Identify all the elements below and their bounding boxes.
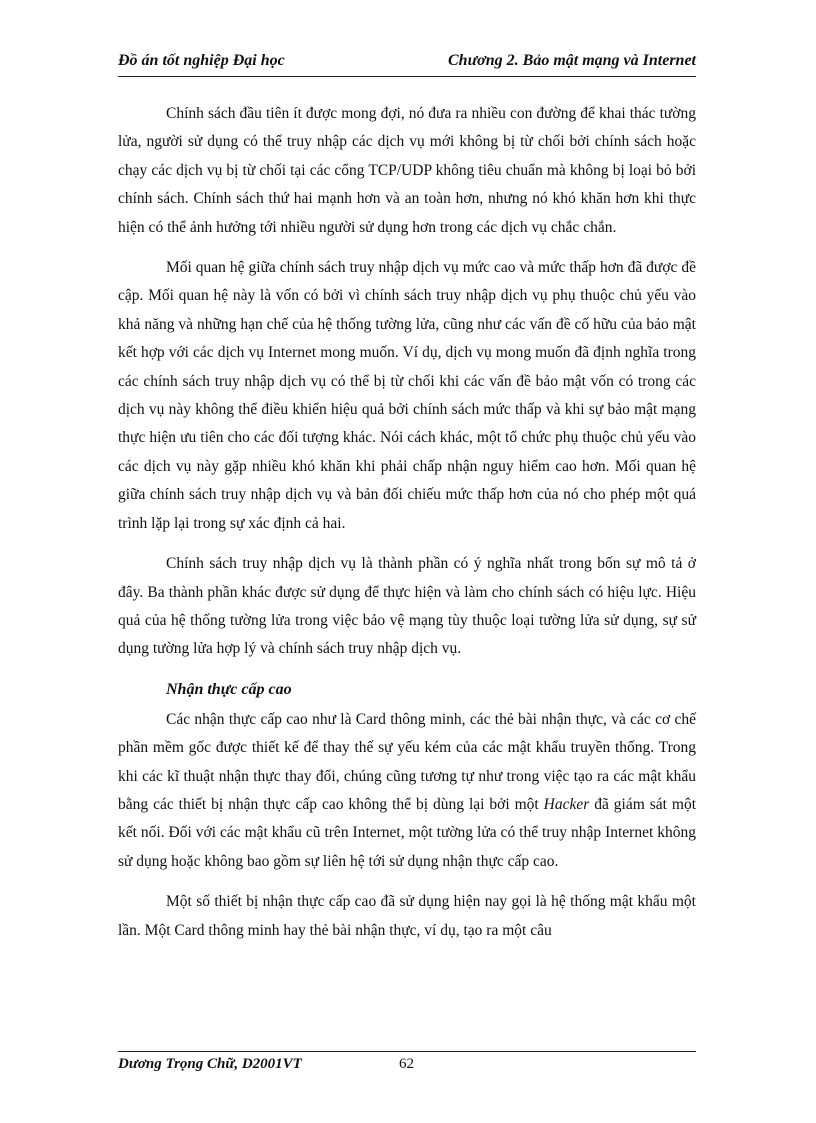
body-paragraph-2: Mối quan hệ giữa chính sách truy nhập dịch vụ mức cao và mức thấp hơn đã được đề cập. Mối quan hệ này là vốn có bởi vì chính sách truy nhập dịch vụ phụ thuộc chủ yếu vào khả năng và những hạn chế của hệ thống tường lửa, cũng như các vấn đề cố hữu của bảo mật kết hợp với các dịch vụ Internet mong muốn. Ví dụ, dịch vụ mong muốn đã định nghĩa trong các chính sách truy nhập dịch vụ có thể bị từ chối khi các vấn đề bảo mật vốn có trong các dịch vụ này không thể điều khiển hiệu quả bởi chính sách mức thấp và khi sự bảo mật mạng thực hiện ưu tiên cho các đối tượng khác. Nói cách khác, một tổ chức phụ thuộc chủ yếu vào các dịch vụ này gặp nhiều khó khăn khi phải chấp nhận nguy hiểm cao hơn. Mối quan hệ giữa chính sách truy nhập dịch vụ và bản đối chiếu mức thấp hơn của nó cho phép một quá trình lặp lại trong sự xác định cả hai. [118,259,696,532]
body-paragraph-1: Chính sách đầu tiên ít được mong đợi, nó đưa ra nhiều con đường để khai thác tường lửa, người sử dụng có thể truy nhập các dịch vụ mới không bị từ chối bởi chính sách hoặc chạy các dịch vụ bị từ chối tại các cổng TCP/UDP không tiêu chuẩn mà không bị loại bỏ bởi chính sách. Chính sách thứ hai mạnh hơn và an toàn hơn, nhưng nó khó khăn hơn khi thực hiện có thể ảnh hưởng tới nhiều người sử dụng hơn trong các dịch vụ chắc chắn. [118,105,696,236]
hacker-term: Hacker [543,795,590,813]
page-number: 62 [399,1056,414,1072]
section-paragraph-1-start: Các nhận thực cấp cao như là Card thông minh, các thẻ bài nhận thực, và các cơ chế phần mềm gốc được thiết kế để thay thế sự yếu kém của các mật khẩu truyền thống. Trong khi các kĩ thuật nhận thực thay đổi, chúng cũng tương tự như trong việc tạo ra các mật khẩu bằng các thiết bị nhận thực cấp cao không thể bị dùng lại bởi một [118,710,696,813]
header-chapter-title: Chương 2. Bảo mật mạng và Internet [448,52,696,69]
page-body [118,100,696,957]
page-footer [118,1051,696,1072]
section-paragraph-1 [118,706,696,876]
page-header [118,50,696,77]
body-paragraph-3: Chính sách truy nhập dịch vụ là thành phần có ý nghĩa nhất trong bốn sự mô tả ở đây. Ba thành phần khác được sử dụng để thực hiện và làm cho chính sách có hiệu lực. Hiệu quả của hệ thống tường lửa trong việc bảo vệ mạng tùy thuộc loại tường lửa sử dụng, sự sử dụng tường lửa hợp lý và chính sách truy nhập dịch vụ. [118,555,696,658]
section-paragraph-1-end: đã giám sát một kết nối. Đối với các mật khẩu cũ trên Internet, một tường lửa có thể truy nhập Internet không sử dụng hoặc không bao gồm sự liên hệ tới sử dụng nhận thực cấp cao. [118,795,696,870]
header-document-title: Đồ án tốt nghiệp Đại học [118,52,285,69]
section-paragraph-2: Một số thiết bị nhận thực cấp cao đã sử dụng hiện nay gọi là hệ thống mật khẩu một lần. Một Card thông minh hay thẻ bài nhận thực, ví dụ, tạo ra một câu [118,893,696,939]
section-heading: Nhận thực cấp cao [166,680,292,698]
footer-author: Dương Trọng Chữ, D2001VT [118,1056,302,1072]
